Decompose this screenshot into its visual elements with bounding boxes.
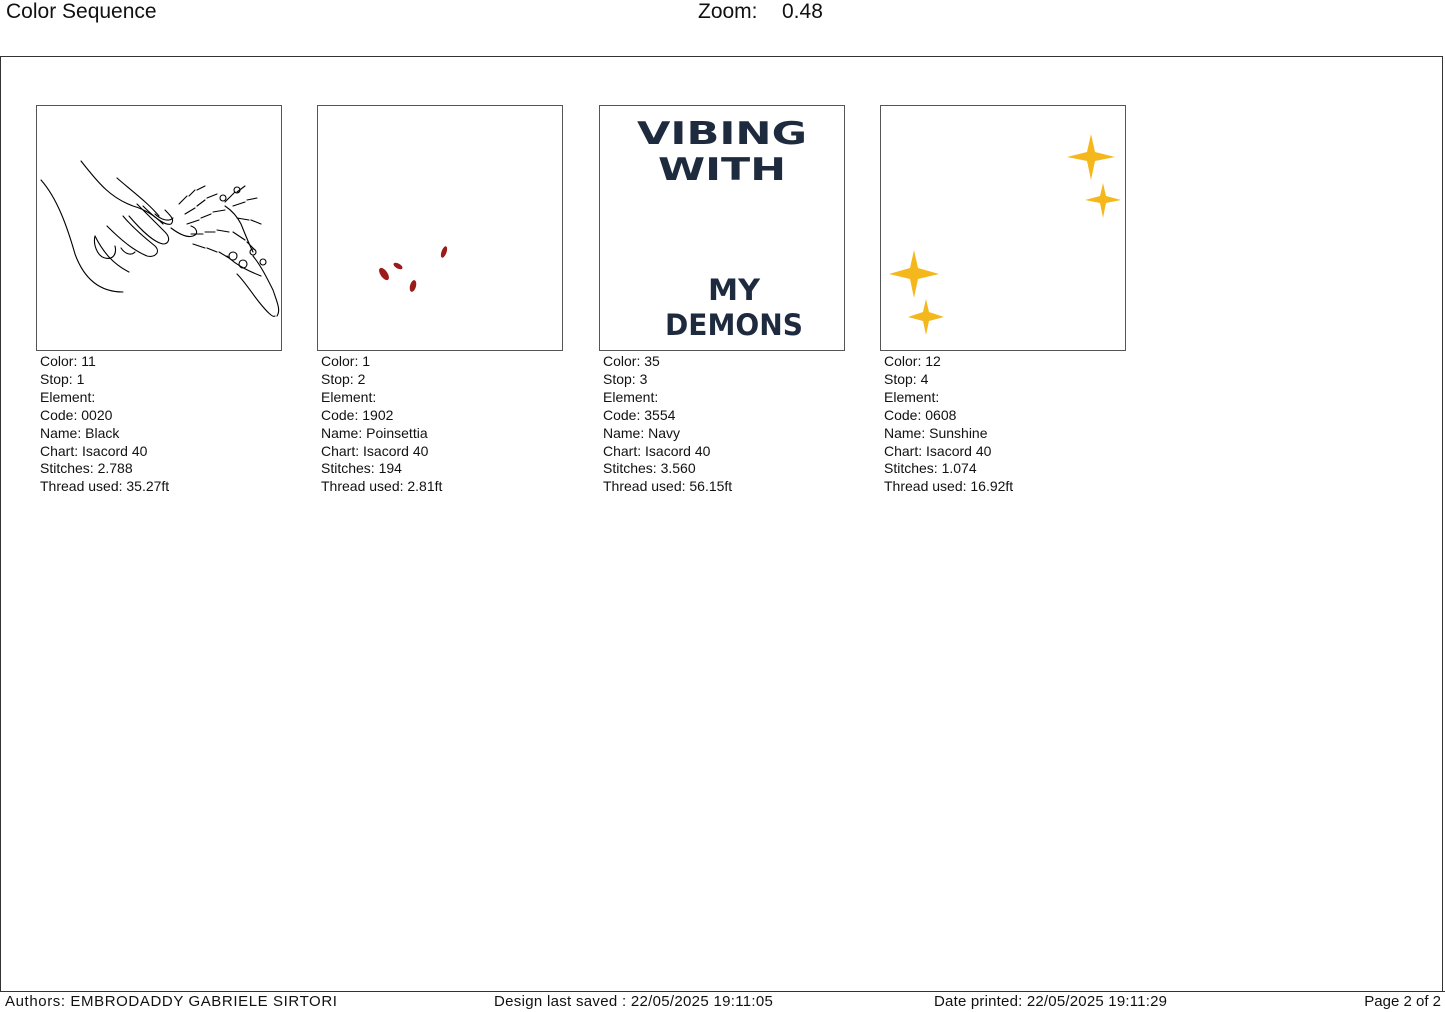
color-swatch-3 (599, 105, 845, 351)
sparkle-stars-icon (881, 106, 1125, 350)
footer-date-printed: Date printed: 22/05/2025 19:11:29 (934, 993, 1168, 1010)
fingernails-icon (318, 106, 562, 350)
color-swatch-1 (36, 105, 282, 351)
thread-name: Name: Poinsettia (321, 424, 428, 441)
footer-authors: Authors: EMBRODADDY GABRIELE SIRTORI (5, 993, 338, 1010)
lettering-line-4: DEMONS (665, 308, 803, 342)
thread-code: Code: 1902 (321, 406, 394, 423)
thread-chart: Chart: Isacord 40 (603, 442, 711, 459)
lettering-preview (600, 106, 844, 350)
element-label: Element: (321, 388, 377, 405)
stitch-count: Stitches: 1.074 (884, 460, 977, 477)
zoom-label: Zoom: (698, 0, 758, 23)
thread-code: Code: 3554 (603, 406, 676, 423)
lettering-line-1: VIBING (637, 116, 807, 152)
element-label: Element: (603, 388, 659, 405)
stop-number: Stop: 3 (603, 370, 648, 387)
footer-last-saved: Design last saved : 22/05/2025 19:11:05 (494, 993, 774, 1010)
stitch-count: Stitches: 2.788 (40, 460, 133, 477)
thread-name: Name: Navy (603, 424, 681, 441)
color-number: Color: 1 (321, 353, 371, 369)
thread-chart: Chart: Isacord 40 (40, 442, 148, 459)
color-number: Color: 11 (40, 353, 96, 369)
color-number: Color: 35 (603, 353, 660, 369)
stop-number: Stop: 4 (884, 370, 929, 387)
stitch-count: Stitches: 194 (321, 460, 402, 477)
color-number: Color: 12 (884, 353, 941, 369)
color-swatch-4 (880, 105, 1126, 351)
thread-code: Code: 0020 (40, 406, 113, 423)
page-title: Color Sequence (6, 0, 157, 23)
color-card-1 (36, 105, 282, 496)
color-card-4 (880, 105, 1126, 496)
thread-code: Code: 0608 (884, 406, 957, 423)
color-card-2 (317, 105, 563, 496)
element-label: Element: (884, 388, 940, 405)
zoom-value: 0.48 (782, 0, 823, 23)
color-swatch-2 (317, 105, 563, 351)
stop-number: Stop: 1 (40, 370, 85, 387)
thread-used: Thread used: 35.27ft (40, 478, 170, 495)
thread-used: Thread used: 2.81ft (321, 478, 443, 495)
stop-number: Stop: 2 (321, 370, 366, 387)
thread-used: Thread used: 16.92ft (884, 478, 1014, 495)
thread-name: Name: Black (40, 424, 120, 441)
stitch-count: Stitches: 3.560 (603, 460, 696, 477)
color-card-3 (599, 105, 845, 496)
thread-chart: Chart: Isacord 40 (321, 442, 429, 459)
lettering-line-2: WITH (658, 152, 786, 188)
thread-chart: Chart: Isacord 40 (884, 442, 992, 459)
thread-name: Name: Sunshine (884, 424, 988, 441)
hand-and-skeleton-hand-icon (37, 106, 281, 350)
element-label: Element: (40, 388, 96, 405)
footer-page-number: Page 2 of 2 (1364, 993, 1441, 1010)
footer-divider (0, 991, 1445, 992)
thread-used: Thread used: 56.15ft (603, 478, 733, 495)
lettering-line-3: MY (708, 273, 762, 307)
